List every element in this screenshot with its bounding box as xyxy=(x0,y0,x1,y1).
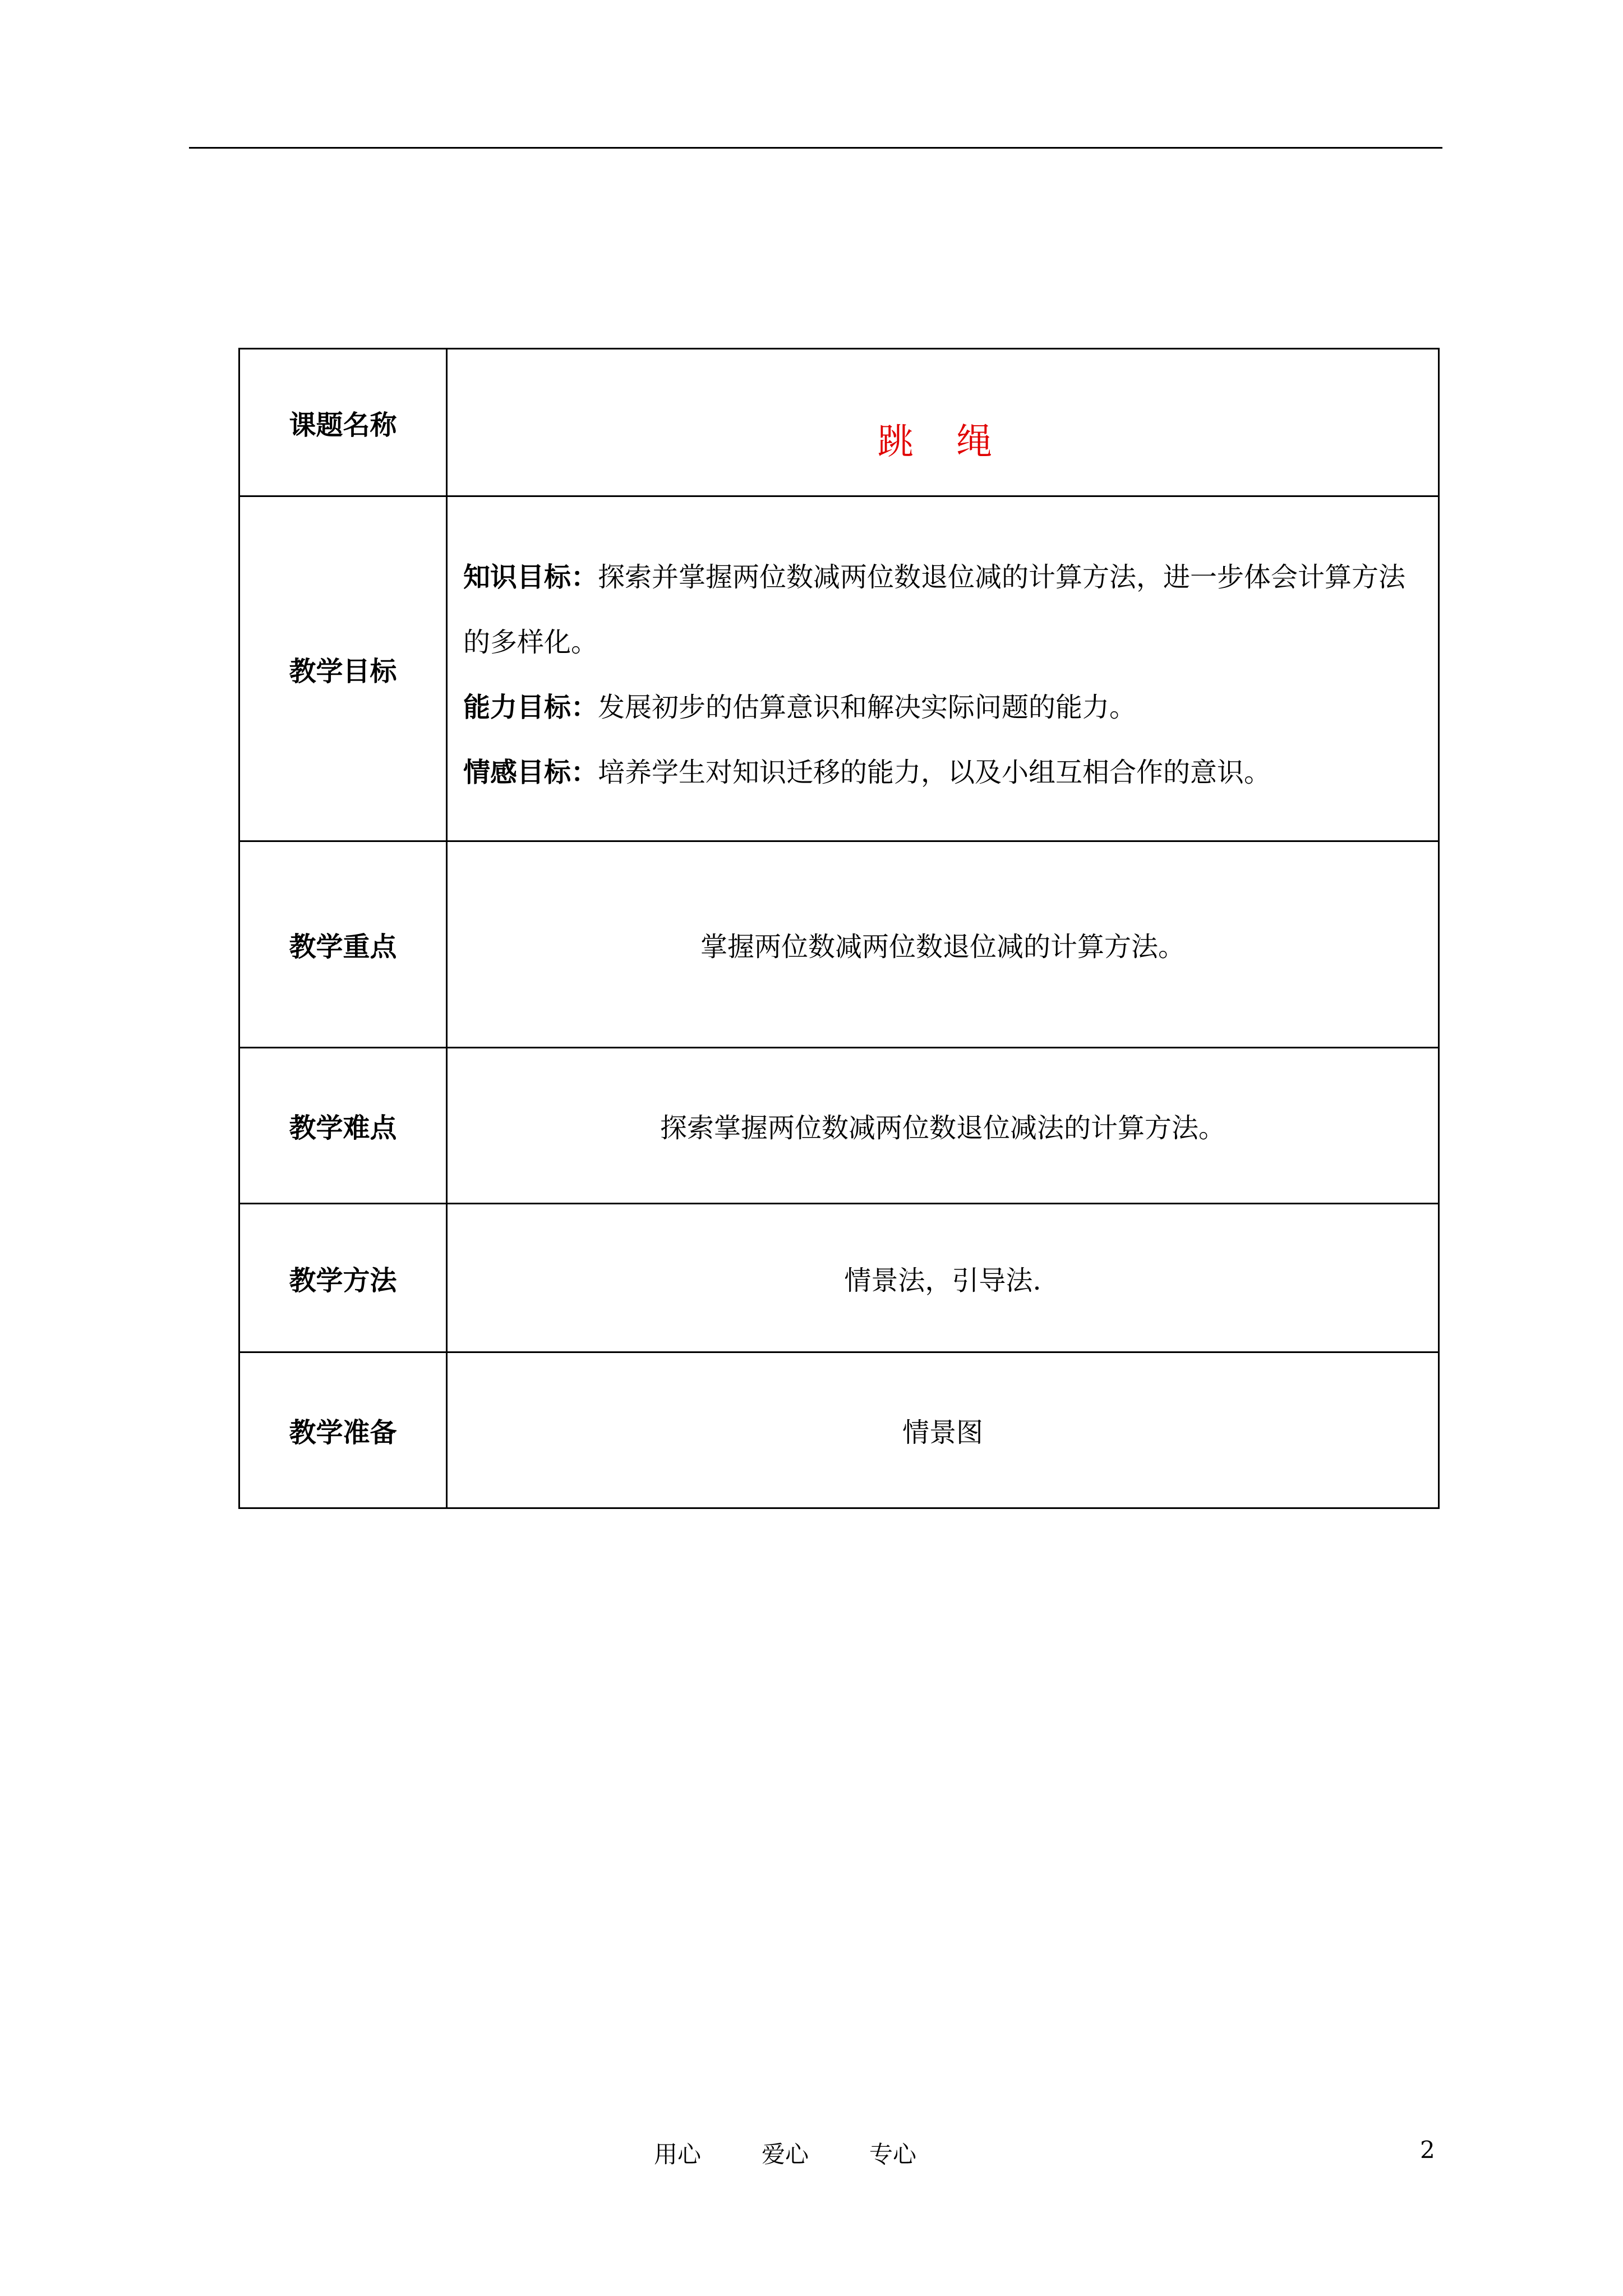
table-row-key-point xyxy=(239,841,1439,1048)
footer-motto-item: 用心 xyxy=(654,2141,702,2168)
key-point-value: 掌握两位数减两位数退位减的计算方法。 xyxy=(447,841,1439,1048)
footer-motto-item: 专心 xyxy=(869,2141,917,2168)
goal-knowledge-label: 知识目标： xyxy=(463,562,598,593)
key-point-label: 教学重点 xyxy=(239,841,447,1048)
preparation-label: 教学准备 xyxy=(239,1352,447,1508)
preparation-value: 情景图 xyxy=(447,1352,1439,1508)
goal-ability-label: 能力目标： xyxy=(463,692,598,723)
table-row-difficulty xyxy=(239,1048,1439,1204)
goals-label: 教学目标 xyxy=(239,496,447,841)
goal-ability xyxy=(463,675,1426,740)
header-rule xyxy=(189,147,1442,149)
title-label: 课题名称 xyxy=(239,349,447,496)
page-number: 2 xyxy=(1420,2136,1435,2164)
difficulty-value: 探索掌握两位数减两位数退位减法的计算方法。 xyxy=(447,1048,1439,1204)
difficulty-label: 教学难点 xyxy=(239,1048,447,1204)
goal-knowledge-text: 探索并掌握两位数减两位数退位减的计算方法，进一步体会计算方法的多样化。 xyxy=(463,562,1406,658)
table-row-title xyxy=(239,349,1439,496)
table-row-method xyxy=(239,1204,1439,1352)
method-label: 教学方法 xyxy=(239,1204,447,1352)
method-value: 情景法，引导法. xyxy=(447,1204,1439,1352)
goals-cell xyxy=(447,496,1439,841)
goal-knowledge xyxy=(463,545,1426,675)
footer-motto xyxy=(654,2136,916,2170)
table-row-preparation xyxy=(239,1352,1439,1508)
goal-ability-text: 发展初步的估算意识和解决实际问题的能力。 xyxy=(598,692,1137,723)
goal-emotion-label: 情感目标： xyxy=(463,757,598,788)
goal-emotion-text: 培养学生对知识迁移的能力，以及小组互相合作的意识。 xyxy=(598,757,1271,788)
footer-motto-item: 爱心 xyxy=(762,2141,809,2168)
lesson-plan-table xyxy=(238,348,1440,1509)
goal-emotion xyxy=(463,740,1426,805)
table-row-goals xyxy=(239,496,1439,841)
lesson-title: 跳 绳 xyxy=(877,421,1008,463)
goals-list xyxy=(448,532,1438,805)
title-cell xyxy=(447,349,1439,496)
